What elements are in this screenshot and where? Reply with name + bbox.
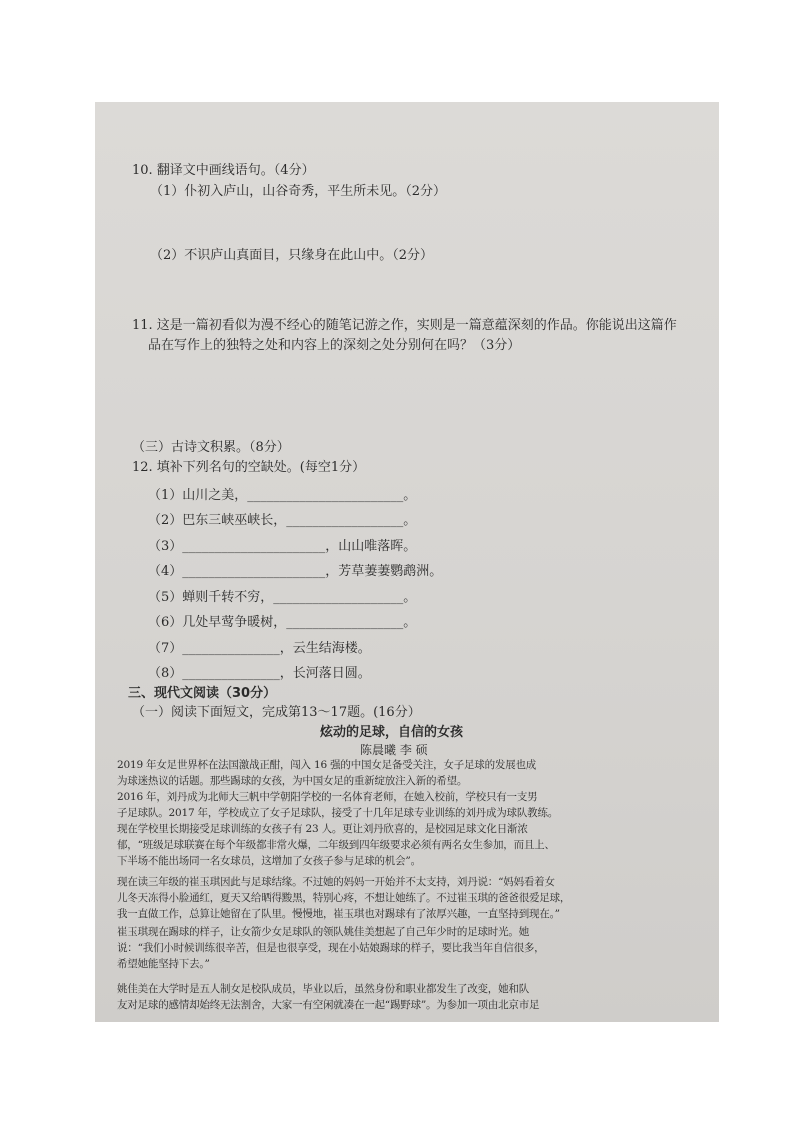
article-line: 友对足球的感情却始终无法割舍，大家一有空闲就凑在一起“踢野球”。为参加一项由北京市足 — [117, 999, 540, 1011]
question-11-line-2: 品在写作上的独特之处和内容上的深刻之处分别何在吗？（3分） — [148, 338, 521, 353]
article-line: 2016 年，刘丹成为北师大三帆中学朝阳学校的一名体育老师，在她入校前，学校只有一支男 — [117, 791, 538, 803]
article-line: 姚佳美在大学时是五人制女足校队成员，毕业以后，虽然身份和职业都发生了改变，她和队 — [117, 983, 529, 995]
fill-item-1: （1）山川之美，________________________。 — [148, 488, 417, 503]
fill-item-2: （2）巴东三峡巫峡长，__________________。 — [148, 513, 417, 528]
article-line: 希望她能坚持下去。” — [117, 958, 210, 970]
article-line: 郁，“班级足球联赛在每个年级都非常火爆，二年级到四年级要求必须有两名女生参加，而且上、 — [117, 839, 555, 851]
article-title: 炫动的足球，自信的女孩 — [320, 725, 464, 740]
section-3-heading: （三）古诗文积累。（8分） — [132, 440, 290, 455]
question-11-line-1: 11. 这是一篇初看似为漫不经心的随笔记游之作，实则是一篇意蕴深刻的作品。你能说出这篇作 — [132, 318, 677, 333]
article-line: 下半场不能出场同一名女球员，这增加了女孩子参与足球的机会”。 — [117, 855, 421, 867]
question-10-sentence-1: （1）仆初入庐山，山谷奇秀，平生所未见。（2分） — [150, 184, 447, 199]
article-line: 现在读三年级的崔玉琪因此与足球结缘。不过她的妈妈一开始并不太支持，刘丹说：“妈妈看着女 — [117, 876, 555, 888]
article-line: 子足球队。2017 年，学校成立了女子足球队，接受了十几年足球专业训练的刘丹成为球队教练。 — [117, 807, 559, 819]
article-line: 崔玉琪现在踢球的样子，让女箭少女足球队的领队姚佳美想起了自己年少时的足球时光。她 — [117, 926, 529, 938]
question-12-title: 12. 填补下列名句的空缺处。(每空1分） — [132, 460, 366, 475]
article-line: 说：“我们小时候训练很辛苦，但是也很享受，现在小姑娘踢球的样子，要比我当年自信很多， — [117, 942, 545, 954]
question-10-sentence-2: （2）不识庐山真面目，只缘身在此山中。（2分） — [150, 248, 434, 263]
article-authors: 陈晨曦 李 硕 — [360, 743, 428, 757]
part-3-heading: 三、现代文阅读（30分） — [128, 686, 277, 701]
fill-item-3: （3）______________________，山山唯落晖。 — [148, 539, 417, 554]
article-line: 我一直做工作，总算让她留在了队里。慢慢地，崔玉琪也对踢球有了浓厚兴趣，一直坚持到现在。” — [117, 908, 560, 920]
fill-item-7: （7）_______________，云生结海楼。 — [148, 641, 371, 656]
article-line: 儿冬天冻得小脸通红，夏天又给晒得黢黑，特别心疼，不想让她练了。不过崔玉琪的爸爸很爱足球， — [117, 892, 571, 904]
exam-page-photo — [95, 102, 719, 1022]
question-10-title: 10. 翻译文中画线语句。（4分） — [132, 163, 315, 178]
article-line: 为球迷热议的话题。那些踢球的女孩，为中国女足的重新绽放注入新的希望。 — [117, 775, 468, 787]
part-3-subheading: （一）阅读下面短文，完成第13～17题。(16分） — [132, 705, 421, 720]
article-line: 现在学校里长期接受足球训练的女孩子有 23 人。更让刘丹欣喜的，是校园足球文化日渐浓 — [117, 823, 528, 835]
fill-item-4: （4）______________________，芳草萋萋鹦鹉洲。 — [148, 564, 443, 579]
fill-item-6: （6）几处早莺争暖树，__________________。 — [148, 615, 417, 630]
fill-item-5: （5）蝉则千转不穷，____________________。 — [148, 590, 417, 605]
fill-item-8: （8）_______________，长河落日圆。 — [148, 666, 371, 681]
article-line: 2019 年女足世界杯在法国激战正酣，闯入 16 强的中国女足备受关注，女子足球的发展也成 — [117, 759, 537, 771]
